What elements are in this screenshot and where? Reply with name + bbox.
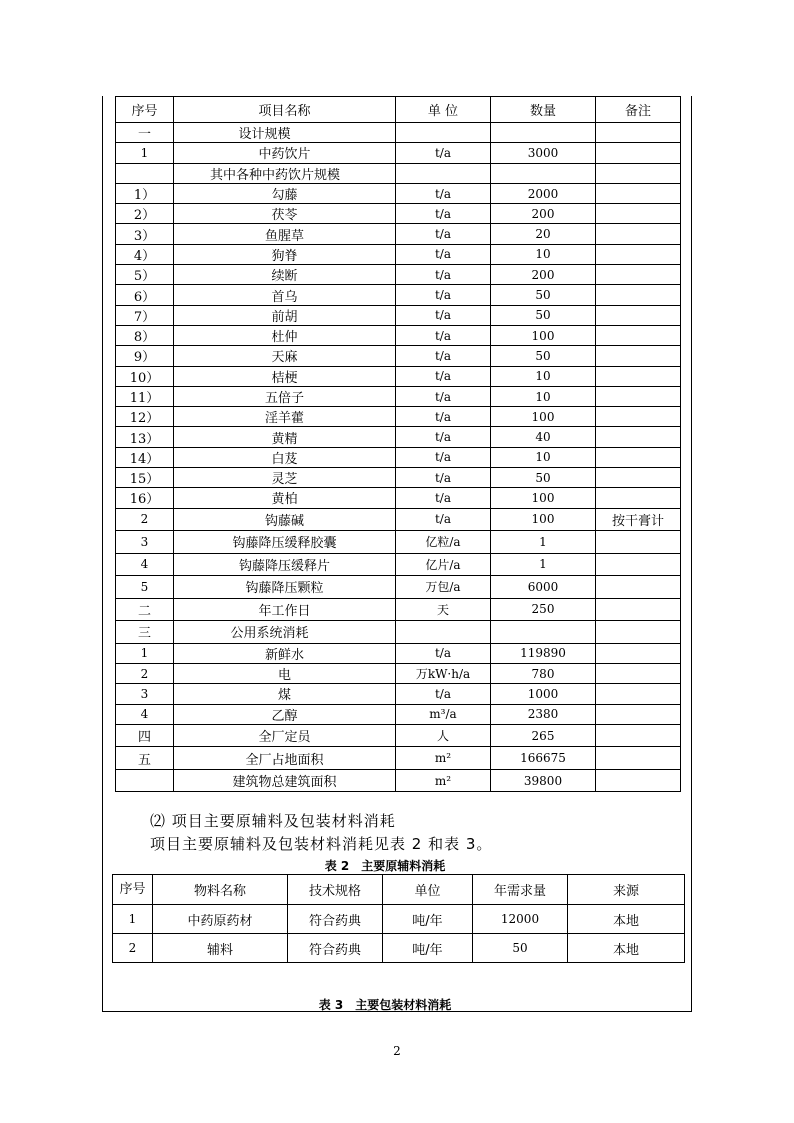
cell-name: 桔梗 [174, 366, 396, 386]
table-row [116, 285, 681, 305]
cell-qty: 250 [491, 598, 596, 621]
cell-name: 钩藤碱 [174, 508, 396, 531]
table3-caption: 表 3 主要包装材料消耗 [318, 998, 452, 1012]
cell-note [596, 285, 681, 305]
cell-note [596, 123, 681, 143]
header-cell: 物料名称 [153, 875, 288, 905]
table-row [116, 447, 681, 467]
table-row [116, 325, 681, 345]
cell-unit: t/a [396, 285, 491, 305]
table-row [116, 427, 681, 447]
cell-no: 五 [116, 747, 174, 770]
cell-no: 9） [116, 346, 174, 366]
cell-no: 7） [116, 305, 174, 325]
cell-unit: t/a [396, 325, 491, 345]
cell-qty: 200 [491, 204, 596, 224]
cell-name: 天麻 [174, 346, 396, 366]
table-row [113, 934, 685, 963]
cell-name: 煤 [174, 684, 396, 704]
cell-name: 五倍子 [174, 386, 396, 406]
cell-qty: 39800 [491, 769, 596, 792]
cell-unit [396, 621, 491, 644]
cell-name: 中药饮片 [174, 143, 396, 163]
cell-unit: 人 [396, 724, 491, 747]
cell-note [596, 183, 681, 203]
cell-qty: 6000 [491, 576, 596, 599]
table-row [116, 244, 681, 264]
table-row [116, 508, 681, 531]
cell-qty: 50 [491, 346, 596, 366]
header-cell: 备注 [596, 97, 681, 123]
cell-no: 4 [116, 704, 174, 724]
cell-name: 白芨 [174, 447, 396, 467]
cell-no [116, 163, 174, 183]
cell-no: 三 [116, 621, 174, 644]
table2-caption: 表 2 主要原辅料消耗 [324, 859, 446, 873]
table-row [116, 747, 681, 770]
cell-no: 4 [116, 553, 174, 576]
cell-source: 本地 [568, 905, 685, 934]
cell-qty: 10 [491, 386, 596, 406]
cell-unit: t/a [396, 508, 491, 531]
cell-note [596, 265, 681, 285]
cell-qty: 10 [491, 447, 596, 467]
cell-unit: t/a [396, 643, 491, 663]
section-heading: ⑵ 项目主要原辅料及包装材料消耗 [150, 812, 396, 830]
cell-note [596, 643, 681, 663]
cell-unit: m² [396, 769, 491, 792]
cell-source: 本地 [568, 934, 685, 963]
cell-name: 钩藤降压缓释胶囊 [174, 531, 396, 554]
cell-name: 新鲜水 [174, 643, 396, 663]
cell-note [596, 553, 681, 576]
cell-qty: 2380 [491, 704, 596, 724]
table-row [116, 123, 681, 143]
cell-note [596, 143, 681, 163]
cell-qty: 20 [491, 224, 596, 244]
cell-note [596, 447, 681, 467]
header-cell: 年需求量 [473, 875, 568, 905]
table-row [116, 621, 681, 644]
cell-unit: 吨/年 [383, 934, 473, 963]
cell-name: 钩藤降压颗粒 [174, 576, 396, 599]
cell-note [596, 621, 681, 644]
cell-unit: t/a [396, 244, 491, 264]
cell-note [596, 366, 681, 386]
cell-unit: t/a [396, 183, 491, 203]
cell-name: 狗脊 [174, 244, 396, 264]
cell-unit: t/a [396, 366, 491, 386]
table-row [116, 265, 681, 285]
cell-no: 15） [116, 468, 174, 488]
cell-unit: 亿片/a [396, 553, 491, 576]
cell-note [596, 684, 681, 704]
cell-no: 4） [116, 244, 174, 264]
cell-unit: t/a [396, 684, 491, 704]
table-row [116, 553, 681, 576]
cell-note [596, 224, 681, 244]
cell-unit [396, 163, 491, 183]
cell-name: 电 [174, 663, 396, 683]
cell-name: 全厂定员 [174, 724, 396, 747]
cell-name: 设计规模 [174, 123, 396, 143]
cell-no: 5） [116, 265, 174, 285]
cell-note [596, 204, 681, 224]
project-scale-table [115, 96, 681, 792]
cell-note [596, 704, 681, 724]
cell-no: 8） [116, 325, 174, 345]
section-text: 项目主要原辅料及包装材料消耗见表 2 和表 3。 [150, 835, 493, 853]
cell-spec: 符合药典 [288, 934, 383, 963]
cell-note [596, 163, 681, 183]
cell-qty: 100 [491, 407, 596, 427]
cell-qty: 10 [491, 366, 596, 386]
header-cell: 序号 [116, 97, 174, 123]
cell-no: 13） [116, 427, 174, 447]
cell-qty: 200 [491, 265, 596, 285]
cell-no: 1） [116, 183, 174, 203]
cell-name: 灵芝 [174, 468, 396, 488]
cell-qty [491, 163, 596, 183]
table-row [116, 724, 681, 747]
cell-unit: t/a [396, 386, 491, 406]
header-cell: 数量 [491, 97, 596, 123]
cell-no: 2 [116, 508, 174, 531]
cell-note [596, 576, 681, 599]
table-row [116, 598, 681, 621]
cell-note [596, 769, 681, 792]
cell-unit: m³/a [396, 704, 491, 724]
cell-note [596, 663, 681, 683]
table-row [116, 386, 681, 406]
cell-name: 乙醇 [174, 704, 396, 724]
cell-unit: t/a [396, 224, 491, 244]
cell-name: 淫羊藿 [174, 407, 396, 427]
cell-no: 四 [116, 724, 174, 747]
cell-name: 续断 [174, 265, 396, 285]
cell-note [596, 407, 681, 427]
cell-note [596, 244, 681, 264]
cell-no: 3 [116, 684, 174, 704]
table-row [116, 224, 681, 244]
cell-no: 2） [116, 204, 174, 224]
cell-unit: 万kW·h/a [396, 663, 491, 683]
cell-name: 茯苓 [174, 204, 396, 224]
cell-unit: t/a [396, 204, 491, 224]
cell-no: 5 [116, 576, 174, 599]
cell-name: 鱼腥草 [174, 224, 396, 244]
cell-no: 1 [113, 905, 153, 934]
cell-unit: t/a [396, 265, 491, 285]
cell-qty: 10 [491, 244, 596, 264]
table-row [116, 366, 681, 386]
cell-unit: 万包/a [396, 576, 491, 599]
cell-unit: t/a [396, 143, 491, 163]
cell-note [596, 488, 681, 508]
cell-qty: 1 [491, 531, 596, 554]
cell-no: 2 [113, 934, 153, 963]
cell-unit: t/a [396, 346, 491, 366]
cell-qty: 50 [491, 305, 596, 325]
header-cell: 单 位 [396, 97, 491, 123]
cell-name: 勾藤 [174, 183, 396, 203]
cell-note: 按干膏计 [596, 508, 681, 531]
table-row [116, 407, 681, 427]
cell-qty: 780 [491, 663, 596, 683]
header-cell: 项目名称 [174, 97, 396, 123]
cell-note [596, 598, 681, 621]
cell-name: 钩藤降压缓释片 [174, 553, 396, 576]
cell-spec: 符合药典 [288, 905, 383, 934]
cell-unit: 天 [396, 598, 491, 621]
table-row [116, 163, 681, 183]
cell-qty: 50 [491, 285, 596, 305]
cell-note [596, 305, 681, 325]
cell-qty: 1000 [491, 684, 596, 704]
cell-note [596, 724, 681, 747]
table-row [116, 663, 681, 683]
table-row [116, 643, 681, 663]
table-row [116, 531, 681, 554]
table-row [116, 769, 681, 792]
cell-name: 公用系统消耗 [174, 621, 396, 644]
cell-qty: 1 [491, 553, 596, 576]
raw-material-table [112, 874, 685, 963]
header-cell: 来源 [568, 875, 685, 905]
cell-no: 1 [116, 643, 174, 663]
cell-note [596, 468, 681, 488]
cell-unit: m² [396, 747, 491, 770]
cell-unit: 亿粒/a [396, 531, 491, 554]
cell-qty: 166675 [491, 747, 596, 770]
cell-name: 建筑物总建筑面积 [174, 769, 396, 792]
cell-unit: t/a [396, 305, 491, 325]
cell-no [116, 769, 174, 792]
table-row [116, 346, 681, 366]
table-row [116, 704, 681, 724]
table-row [116, 183, 681, 203]
cell-qty: 12000 [473, 905, 568, 934]
cell-qty: 50 [473, 934, 568, 963]
table-row [116, 143, 681, 163]
cell-qty: 265 [491, 724, 596, 747]
cell-name: 首乌 [174, 285, 396, 305]
cell-note [596, 325, 681, 345]
page-number: 2 [393, 1044, 401, 1058]
header-cell: 单位 [383, 875, 473, 905]
cell-material: 中药原药材 [153, 905, 288, 934]
table-header-row [116, 97, 681, 123]
cell-no: 3） [116, 224, 174, 244]
cell-qty: 3000 [491, 143, 596, 163]
cell-note [596, 747, 681, 770]
cell-qty: 100 [491, 325, 596, 345]
cell-no: 6） [116, 285, 174, 305]
cell-note [596, 346, 681, 366]
cell-no: 16） [116, 488, 174, 508]
cell-name: 全厂占地面积 [174, 747, 396, 770]
table-row [116, 576, 681, 599]
cell-qty [491, 123, 596, 143]
cell-unit: t/a [396, 447, 491, 467]
cell-name: 杜仲 [174, 325, 396, 345]
cell-no: 1 [116, 143, 174, 163]
cell-no: 二 [116, 598, 174, 621]
cell-no: 11） [116, 386, 174, 406]
cell-qty [491, 621, 596, 644]
cell-note [596, 531, 681, 554]
cell-no: 3 [116, 531, 174, 554]
table-row [116, 488, 681, 508]
table-row [116, 305, 681, 325]
cell-unit: 吨/年 [383, 905, 473, 934]
table-header-row [113, 875, 685, 905]
header-cell: 序号 [113, 875, 153, 905]
table-row [116, 468, 681, 488]
cell-unit: t/a [396, 407, 491, 427]
cell-unit: t/a [396, 488, 491, 508]
cell-qty: 2000 [491, 183, 596, 203]
cell-no: 2 [116, 663, 174, 683]
table-row [116, 684, 681, 704]
cell-no: 12） [116, 407, 174, 427]
cell-qty: 50 [491, 468, 596, 488]
cell-name: 黄精 [174, 427, 396, 447]
cell-name: 前胡 [174, 305, 396, 325]
cell-qty: 100 [491, 508, 596, 531]
cell-unit: t/a [396, 427, 491, 447]
cell-qty: 100 [491, 488, 596, 508]
cell-name: 年工作日 [174, 598, 396, 621]
table-row [113, 905, 685, 934]
cell-unit: t/a [396, 468, 491, 488]
cell-material: 辅料 [153, 934, 288, 963]
cell-note [596, 427, 681, 447]
cell-no: 一 [116, 123, 174, 143]
cell-name: 黄柏 [174, 488, 396, 508]
table-row [116, 204, 681, 224]
cell-qty: 40 [491, 427, 596, 447]
cell-note [596, 386, 681, 406]
cell-name: 其中各种中药饮片规模 [174, 163, 396, 183]
cell-qty: 119890 [491, 643, 596, 663]
cell-no: 10） [116, 366, 174, 386]
cell-no: 14） [116, 447, 174, 467]
cell-unit [396, 123, 491, 143]
header-cell: 技术规格 [288, 875, 383, 905]
